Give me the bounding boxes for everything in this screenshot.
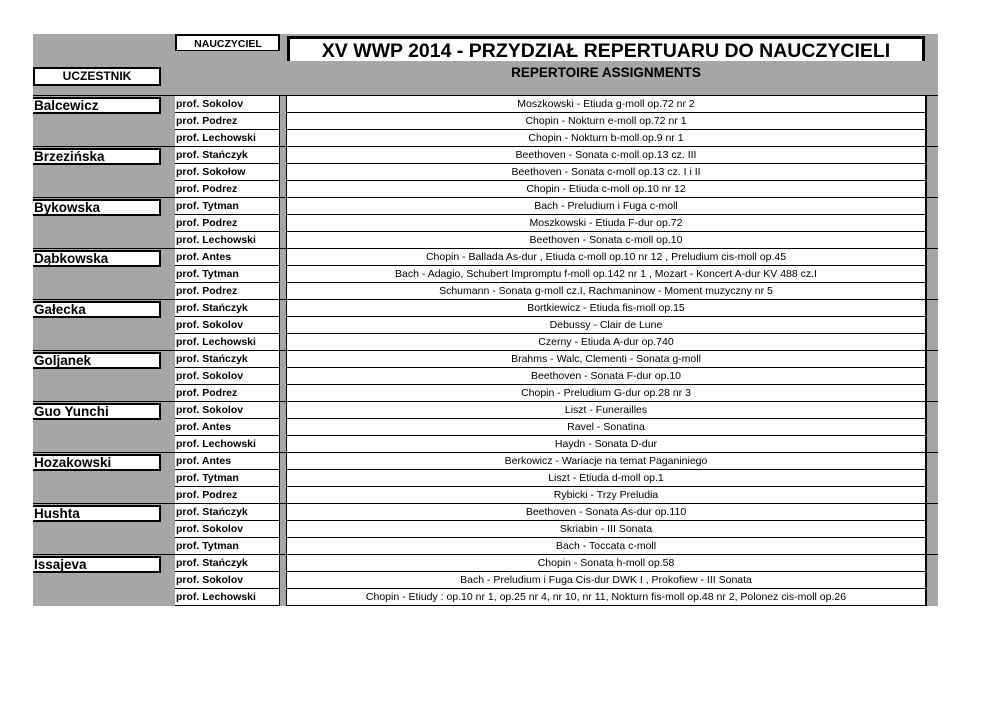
table-row bbox=[33, 470, 938, 487]
right-margin-bar bbox=[925, 402, 938, 419]
teacher-cell: prof. Lechowski bbox=[175, 334, 279, 351]
right-margin-bar bbox=[925, 283, 938, 300]
student-name: Hushta bbox=[33, 505, 161, 522]
teacher-cell: prof. Podrez bbox=[175, 487, 279, 504]
right-margin-bar bbox=[925, 147, 938, 164]
column-spacer bbox=[279, 487, 287, 504]
teacher-cell: prof. Podrez bbox=[175, 181, 279, 198]
column-header-student: UCZESTNIK bbox=[33, 67, 161, 86]
teacher-cell: prof. Stańczyk bbox=[175, 351, 279, 368]
assignment-table bbox=[33, 96, 938, 606]
table-row bbox=[33, 96, 938, 113]
repertoire-cell: Chopin - Preludium G-dur op.28 nr 3 bbox=[287, 385, 925, 402]
repertoire-cell: Bach - Preludium i Fuga Cis-dur DWK I , Prokofiew - III Sonata bbox=[287, 572, 925, 589]
right-margin-bar bbox=[925, 521, 938, 538]
column-spacer bbox=[279, 368, 287, 385]
teacher-cell: prof. Antes bbox=[175, 453, 279, 470]
table-row bbox=[33, 538, 938, 555]
teacher-cell: prof. Sokolov bbox=[175, 317, 279, 334]
column-spacer bbox=[279, 334, 287, 351]
column-spacer bbox=[279, 453, 287, 470]
repertoire-cell: Ravel - Sonatina bbox=[287, 419, 925, 436]
repertoire-cell: Chopin - Etiuda c-moll op.10 nr 12 bbox=[287, 181, 925, 198]
teacher-cell: prof. Sokolov bbox=[175, 402, 279, 419]
column-spacer bbox=[279, 419, 287, 436]
table-row bbox=[33, 453, 938, 470]
student-group bbox=[33, 300, 938, 351]
column-spacer bbox=[279, 96, 287, 113]
teacher-cell: prof. Tytman bbox=[175, 266, 279, 283]
repertoire-cell: Moszkowski - Etiuda g-moll op.72 nr 2 bbox=[287, 96, 925, 113]
student-name: Dąbkowska bbox=[33, 250, 161, 267]
repertoire-cell: Bortkiewicz - Etiuda fis-moll op.15 bbox=[287, 300, 925, 317]
page-subtitle: REPERTOIRE ASSIGNMENTS bbox=[511, 65, 701, 80]
repertoire-cell: Liszt - Funerailles bbox=[287, 402, 925, 419]
teacher-cell: prof. Lechowski bbox=[175, 436, 279, 453]
student-group bbox=[33, 351, 938, 402]
repertoire-cell: Chopin - Ballada As-dur , Etiuda c-moll op.10 nr 12 , Preludium cis-moll op.45 bbox=[287, 249, 925, 266]
column-spacer bbox=[279, 504, 287, 521]
right-margin-bar bbox=[925, 351, 938, 368]
table-row bbox=[33, 351, 938, 368]
student-group bbox=[33, 198, 938, 249]
column-spacer bbox=[279, 317, 287, 334]
repertoire-cell: Liszt - Etiuda d-moll op.1 bbox=[287, 470, 925, 487]
column-spacer bbox=[279, 266, 287, 283]
table-row bbox=[33, 266, 938, 283]
column-spacer bbox=[279, 589, 287, 606]
teacher-cell: prof. Stańczyk bbox=[175, 555, 279, 572]
repertoire-cell: Beethoven - Sonata c-moll op.13 cz. I i II bbox=[287, 164, 925, 181]
table-row bbox=[33, 198, 938, 215]
repertoire-cell: Beethoven - Sonata F-dur op.10 bbox=[287, 368, 925, 385]
right-margin-bar bbox=[925, 249, 938, 266]
right-margin-bar bbox=[925, 504, 938, 521]
repertoire-cell: Beethoven - Sonata c-moll op.10 bbox=[287, 232, 925, 249]
column-spacer bbox=[279, 555, 287, 572]
teacher-cell: prof. Antes bbox=[175, 249, 279, 266]
right-margin-bar bbox=[925, 96, 938, 113]
table-row bbox=[33, 130, 938, 147]
student-name: Gałecka bbox=[33, 301, 161, 318]
table-row bbox=[33, 164, 938, 181]
student-group bbox=[33, 555, 938, 606]
right-margin-bar bbox=[925, 334, 938, 351]
repertoire-cell: Bach - Adagio, Schubert Impromptu f-moll op.142 nr 1 , Mozart - Koncert A-dur KV 488 cz.I bbox=[287, 266, 925, 283]
right-margin-bar bbox=[925, 181, 938, 198]
column-spacer bbox=[279, 113, 287, 130]
table-row bbox=[33, 402, 938, 419]
student-name: Guo Yunchi bbox=[33, 403, 161, 420]
repertoire-cell: Chopin - Etiudy : op.10 nr 1, op.25 nr 4, nr 10, nr 11, Nokturn fis-moll op.48 nr 2, Polonez cis-moll op.26 bbox=[287, 589, 925, 606]
teacher-cell: prof. Podrez bbox=[175, 113, 279, 130]
column-spacer bbox=[279, 147, 287, 164]
repertoire-cell: Haydn - Sonata D-dur bbox=[287, 436, 925, 453]
repertoire-cell: Czerny - Etiuda A-dur op.740 bbox=[287, 334, 925, 351]
repertoire-cell: Chopin - Nokturn b-moll op.9 nr 1 bbox=[287, 130, 925, 147]
repertoire-cell: Beethoven - Sonata As-dur op.110 bbox=[287, 504, 925, 521]
student-group bbox=[33, 96, 938, 147]
right-margin-bar bbox=[925, 487, 938, 504]
table-row bbox=[33, 215, 938, 232]
teacher-cell: prof. Tytman bbox=[175, 538, 279, 555]
column-spacer bbox=[279, 521, 287, 538]
column-spacer bbox=[279, 181, 287, 198]
right-margin-bar bbox=[925, 368, 938, 385]
table-row bbox=[33, 334, 938, 351]
page-title: XV WWP 2014 - PRZYDZIAŁ REPERTUARU DO NAUCZYCIELI bbox=[287, 36, 925, 61]
table-row bbox=[33, 181, 938, 198]
table-row bbox=[33, 249, 938, 266]
teacher-cell: prof. Lechowski bbox=[175, 130, 279, 147]
student-name: Bykowska bbox=[33, 199, 161, 216]
teacher-cell: prof. Tytman bbox=[175, 198, 279, 215]
table-row bbox=[33, 504, 938, 521]
column-spacer bbox=[279, 283, 287, 300]
table-row bbox=[33, 419, 938, 436]
teacher-cell: prof. Podrez bbox=[175, 385, 279, 402]
repertoire-cell: Berkowicz - Wariacje na temat Paganiniego bbox=[287, 453, 925, 470]
repertoire-cell: Bach - Preludium i Fuga c-moll bbox=[287, 198, 925, 215]
sheet-header bbox=[33, 34, 938, 96]
teacher-cell: prof. Sokolov bbox=[175, 368, 279, 385]
repertoire-cell: Chopin - Nokturn e-moll op.72 nr 1 bbox=[287, 113, 925, 130]
column-spacer bbox=[279, 538, 287, 555]
repertoire-cell: Bach - Toccata c-moll bbox=[287, 538, 925, 555]
teacher-cell: prof. Stańczyk bbox=[175, 147, 279, 164]
right-margin-bar bbox=[925, 555, 938, 572]
table-row bbox=[33, 589, 938, 606]
repertoire-cell: Brahms - Walc, Clementi - Sonata g-moll bbox=[287, 351, 925, 368]
teacher-cell: prof. Stańczyk bbox=[175, 504, 279, 521]
right-margin-bar bbox=[925, 266, 938, 283]
column-spacer bbox=[279, 436, 287, 453]
column-spacer bbox=[279, 215, 287, 232]
teacher-cell: prof. Sokolov bbox=[175, 96, 279, 113]
right-margin-bar bbox=[925, 215, 938, 232]
column-spacer bbox=[279, 351, 287, 368]
teacher-cell: prof. Sokołow bbox=[175, 164, 279, 181]
right-margin-bar bbox=[925, 198, 938, 215]
right-margin-bar bbox=[925, 572, 938, 589]
student-group bbox=[33, 402, 938, 453]
teacher-cell: prof. Lechowski bbox=[175, 232, 279, 249]
student-group bbox=[33, 453, 938, 504]
teacher-cell: prof. Lechowski bbox=[175, 589, 279, 606]
column-spacer bbox=[279, 402, 287, 419]
repertoire-cell: Moszkowski - Etiuda F-dur op.72 bbox=[287, 215, 925, 232]
student-name: Goljanek bbox=[33, 352, 161, 369]
repertoire-cell: Rybicki - Trzy Preludia bbox=[287, 487, 925, 504]
column-header-teacher: NAUCZYCIEL bbox=[175, 34, 280, 51]
student-name: Balcewicz bbox=[33, 97, 161, 114]
right-margin-bar bbox=[925, 232, 938, 249]
right-margin-bar bbox=[925, 300, 938, 317]
table-row bbox=[33, 385, 938, 402]
column-spacer bbox=[279, 300, 287, 317]
teacher-cell: prof. Antes bbox=[175, 419, 279, 436]
column-spacer bbox=[279, 385, 287, 402]
student-name: Hozakowski bbox=[33, 454, 161, 471]
teacher-cell: prof. Stańczyk bbox=[175, 300, 279, 317]
repertoire-cell: Debussy - Clair de Lune bbox=[287, 317, 925, 334]
right-margin-bar bbox=[925, 385, 938, 402]
column-spacer bbox=[279, 130, 287, 147]
table-row bbox=[33, 436, 938, 453]
assignment-sheet bbox=[33, 34, 938, 606]
student-group bbox=[33, 249, 938, 300]
right-margin-bar bbox=[925, 113, 938, 130]
table-row bbox=[33, 317, 938, 334]
table-row bbox=[33, 300, 938, 317]
teacher-cell: prof. Sokolov bbox=[175, 521, 279, 538]
table-row bbox=[33, 487, 938, 504]
right-margin-bar bbox=[925, 470, 938, 487]
table-row bbox=[33, 147, 938, 164]
student-group bbox=[33, 147, 938, 198]
column-spacer bbox=[279, 572, 287, 589]
right-margin-bar bbox=[925, 453, 938, 470]
teacher-cell: prof. Podrez bbox=[175, 215, 279, 232]
teacher-cell: prof. Sokolov bbox=[175, 572, 279, 589]
teacher-cell: prof. Tytman bbox=[175, 470, 279, 487]
right-margin-bar bbox=[925, 538, 938, 555]
table-row bbox=[33, 572, 938, 589]
student-group bbox=[33, 504, 938, 555]
teacher-cell: prof. Podrez bbox=[175, 283, 279, 300]
repertoire-cell: Chopin - Sonata h-moll op.58 bbox=[287, 555, 925, 572]
right-margin-bar bbox=[925, 419, 938, 436]
column-spacer bbox=[279, 249, 287, 266]
table-row bbox=[33, 113, 938, 130]
table-row bbox=[33, 368, 938, 385]
right-margin-bar bbox=[925, 436, 938, 453]
table-row bbox=[33, 521, 938, 538]
repertoire-cell: Schumann - Sonata g-moll cz.I, Rachmaninow - Moment muzyczny nr 5 bbox=[287, 283, 925, 300]
table-row bbox=[33, 555, 938, 572]
table-row bbox=[33, 232, 938, 249]
repertoire-cell: Skriabin - III Sonata bbox=[287, 521, 925, 538]
right-margin-bar bbox=[925, 164, 938, 181]
right-margin-bar bbox=[925, 130, 938, 147]
column-spacer bbox=[279, 232, 287, 249]
column-spacer bbox=[279, 198, 287, 215]
column-spacer bbox=[279, 470, 287, 487]
repertoire-cell: Beethoven - Sonata c-moll op.13 cz. III bbox=[287, 147, 925, 164]
student-name: Brzezińska bbox=[33, 148, 161, 165]
right-margin-bar bbox=[925, 589, 938, 606]
right-margin-bar bbox=[925, 317, 938, 334]
student-name: Issajeva bbox=[33, 556, 161, 573]
table-row bbox=[33, 283, 938, 300]
column-spacer bbox=[279, 164, 287, 181]
